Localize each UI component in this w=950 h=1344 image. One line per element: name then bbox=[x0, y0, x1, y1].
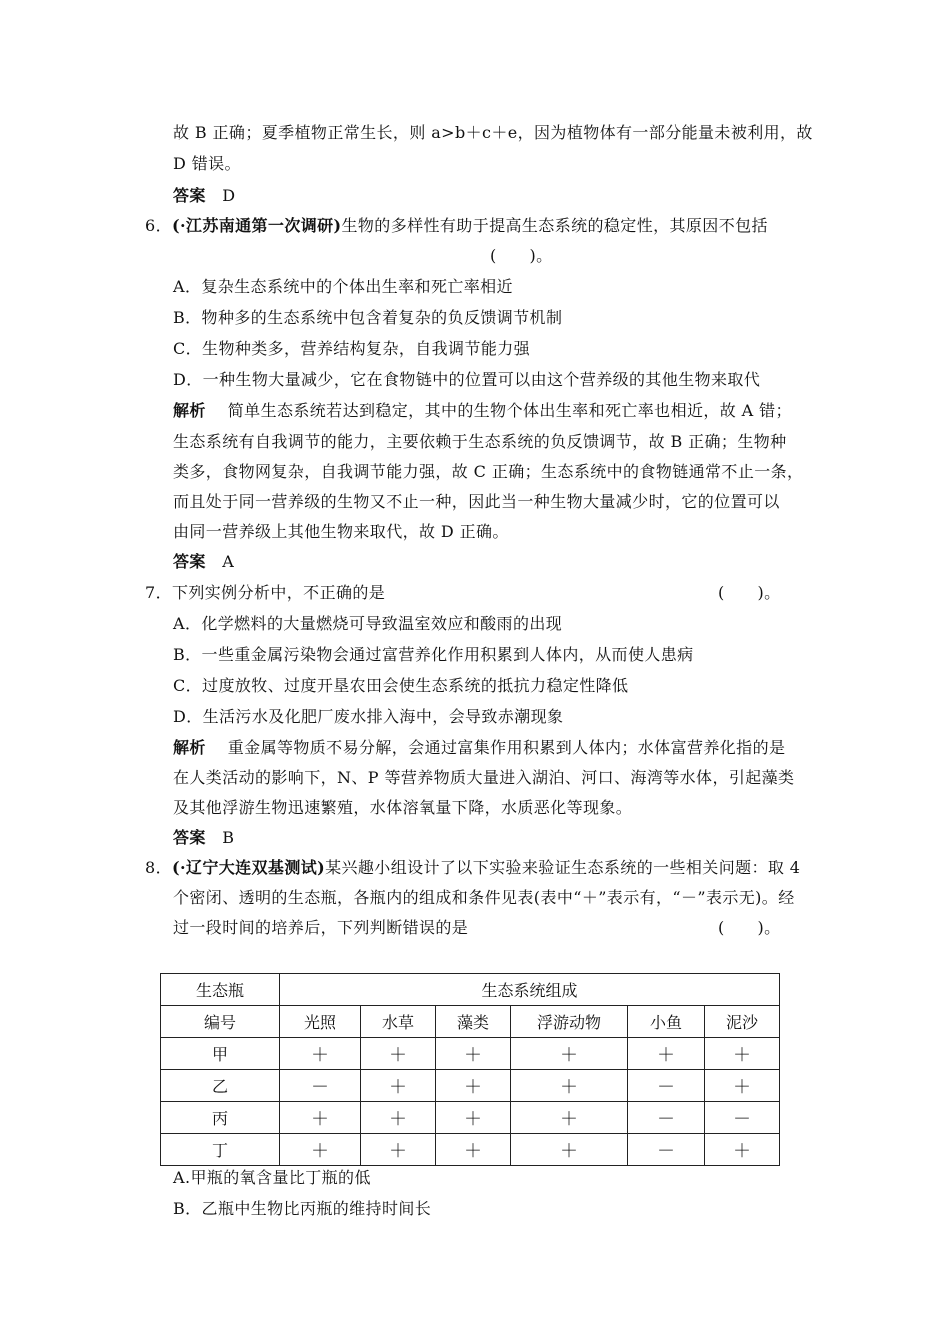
table-header-row bbox=[161, 1006, 780, 1038]
question-source: (·辽宁大连双基测试) bbox=[171, 858, 326, 877]
table-cell: ＋ bbox=[280, 1102, 361, 1134]
ecosystem-table bbox=[160, 973, 780, 1166]
analysis-line bbox=[173, 738, 785, 758]
option-a: A．复杂生态系统中的个体出生率和死亡率相近 bbox=[173, 277, 513, 296]
analysis-label: 解析 bbox=[173, 401, 206, 420]
column-header: 光照 bbox=[280, 1006, 361, 1038]
analysis-text: 重金属等物质不易分解，会通过富集作用积累到人体内；水体富营养化指的是 bbox=[227, 738, 786, 757]
question-text: 过一段时间的培养后，下列判断错误的是 bbox=[173, 918, 469, 937]
row-label: 丁 bbox=[161, 1134, 280, 1166]
answer-bracket: ( )。 bbox=[490, 246, 553, 265]
answer-label: 答案 bbox=[173, 186, 206, 205]
table-cell: － bbox=[628, 1134, 705, 1166]
table-group-header: 生态系统组成 bbox=[280, 974, 780, 1006]
analysis-line: 由同一营养级上其他生物来取代，故 D 正确。 bbox=[173, 522, 509, 541]
answer-value: D bbox=[222, 186, 236, 205]
table-cell: ＋ bbox=[436, 1102, 511, 1134]
table-cell: ＋ bbox=[361, 1070, 436, 1102]
answer-q6 bbox=[173, 552, 234, 572]
table-cell: ＋ bbox=[511, 1038, 628, 1070]
question-number: 7． bbox=[145, 583, 172, 602]
question-text: 个密闭、透明的生态瓶，各瓶内的组成和条件见表(表中“＋”表示有，“－”表示无)。经 bbox=[173, 888, 795, 907]
analysis-line: 及其他浮游生物迅速繁殖，水体溶氧量下降，水质恶化等现象。 bbox=[173, 798, 633, 817]
question-text: 下列实例分析中，不正确的是 bbox=[171, 583, 386, 602]
answer-q5 bbox=[173, 186, 236, 206]
column-header: 小鱼 bbox=[628, 1006, 705, 1038]
question-text: 某兴趣小组设计了以下实验来验证生态系统的一些相关问题：取 4 bbox=[325, 858, 801, 877]
analysis-line: 类多，食物网复杂，自我调节能力强，故 C 正确；生态系统中的食物链通常不止一条， bbox=[173, 462, 804, 481]
option-d: D．一种生物大量减少，它在食物链中的位置可以由这个营养级的其他生物来取代 bbox=[173, 370, 761, 389]
table-cell: ＋ bbox=[705, 1070, 780, 1102]
question-source: (·江苏南通第一次调研) bbox=[171, 216, 342, 235]
analysis-label: 解析 bbox=[173, 738, 206, 757]
table-cell: － bbox=[705, 1102, 780, 1134]
analysis-line: 生态系统有自我调节的能力，主要依赖于生态系统的负反馈调节，故 B 正确；生物种 bbox=[173, 432, 787, 451]
table-cell: ＋ bbox=[628, 1038, 705, 1070]
option-a: A.甲瓶的氧含量比丁瓶的低 bbox=[173, 1168, 371, 1187]
table-cell: ＋ bbox=[280, 1038, 361, 1070]
table-header-row bbox=[161, 974, 780, 1006]
column-header: 浮游动物 bbox=[511, 1006, 628, 1038]
table-cell: － bbox=[628, 1070, 705, 1102]
answer-value: A bbox=[222, 552, 235, 571]
text-line: 故 B 正确；夏季植物正常生长，则 a>b＋c＋e，因为植物体有一部分能量未被利用，故 bbox=[173, 123, 813, 142]
table-corner-bottom: 编号 bbox=[161, 1006, 280, 1038]
table-row bbox=[161, 1134, 780, 1166]
option-c: C．生物种类多，营养结构复杂，自我调节能力强 bbox=[173, 339, 531, 358]
question-6-stem bbox=[145, 216, 768, 236]
table-row bbox=[161, 1038, 780, 1070]
answer-value: B bbox=[222, 828, 235, 847]
option-a: A．化学燃料的大量燃烧可导致温室效应和酸雨的出现 bbox=[173, 614, 563, 633]
text-line: D 错误。 bbox=[173, 154, 241, 173]
option-b: B．物种多的生态系统中包含着复杂的负反馈调节机制 bbox=[173, 308, 563, 327]
analysis-line: 而且处于同一营养级的生物又不止一种，因此当一种生物大量减少时，它的位置可以 bbox=[173, 492, 780, 511]
table-cell: ＋ bbox=[361, 1038, 436, 1070]
table-corner-top: 生态瓶 bbox=[161, 974, 280, 1006]
answer-label: 答案 bbox=[173, 552, 206, 571]
table-cell: － bbox=[280, 1070, 361, 1102]
table-cell: ＋ bbox=[280, 1134, 361, 1166]
table-cell: ＋ bbox=[511, 1070, 628, 1102]
answer-label: 答案 bbox=[173, 828, 206, 847]
column-header: 泥沙 bbox=[705, 1006, 780, 1038]
table-row bbox=[161, 1070, 780, 1102]
option-b: B．乙瓶中生物比丙瓶的维持时间长 bbox=[173, 1199, 432, 1218]
table-cell: ＋ bbox=[705, 1134, 780, 1166]
table-row bbox=[161, 1102, 780, 1134]
row-label: 丙 bbox=[161, 1102, 280, 1134]
analysis-text: 简单生态系统若达到稳定，其中的生物个体出生率和死亡率也相近，故 A 错； bbox=[227, 401, 792, 420]
question-number: 8． bbox=[145, 858, 172, 877]
option-c: C．过度放牧、过度开垦农田会使生态系统的抵抗力稳定性降低 bbox=[173, 676, 629, 695]
table-cell: － bbox=[628, 1102, 705, 1134]
column-header: 藻类 bbox=[436, 1006, 511, 1038]
answer-q7 bbox=[173, 828, 234, 848]
column-header: 水草 bbox=[361, 1006, 436, 1038]
table-cell: ＋ bbox=[705, 1038, 780, 1070]
table-cell: ＋ bbox=[511, 1134, 628, 1166]
table-cell: ＋ bbox=[436, 1070, 511, 1102]
row-label: 乙 bbox=[161, 1070, 280, 1102]
answer-bracket: ( )。 bbox=[718, 583, 781, 602]
table-cell: ＋ bbox=[511, 1102, 628, 1134]
analysis-line bbox=[173, 401, 792, 421]
table-cell: ＋ bbox=[361, 1134, 436, 1166]
question-number: 6． bbox=[145, 216, 172, 235]
option-d: D．生活污水及化肥厂废水排入海中，会导致赤潮现象 bbox=[173, 707, 564, 726]
question-text: 生物的多样性有助于提高生态系统的稳定性，其原因不包括 bbox=[341, 216, 768, 235]
question-7-stem bbox=[145, 583, 385, 603]
option-b: B．一些重金属污染物会通过富营养化作用积累到人体内，从而使人患病 bbox=[173, 645, 694, 664]
table-cell: ＋ bbox=[436, 1038, 511, 1070]
answer-bracket: ( )。 bbox=[718, 918, 781, 937]
row-label: 甲 bbox=[161, 1038, 280, 1070]
table-cell: ＋ bbox=[361, 1102, 436, 1134]
table-cell: ＋ bbox=[436, 1134, 511, 1166]
analysis-line: 在人类活动的影响下，N、P 等营养物质大量进入湖泊、河口、海湾等水体，引起藻类 bbox=[173, 768, 795, 787]
question-8-stem bbox=[145, 858, 800, 878]
